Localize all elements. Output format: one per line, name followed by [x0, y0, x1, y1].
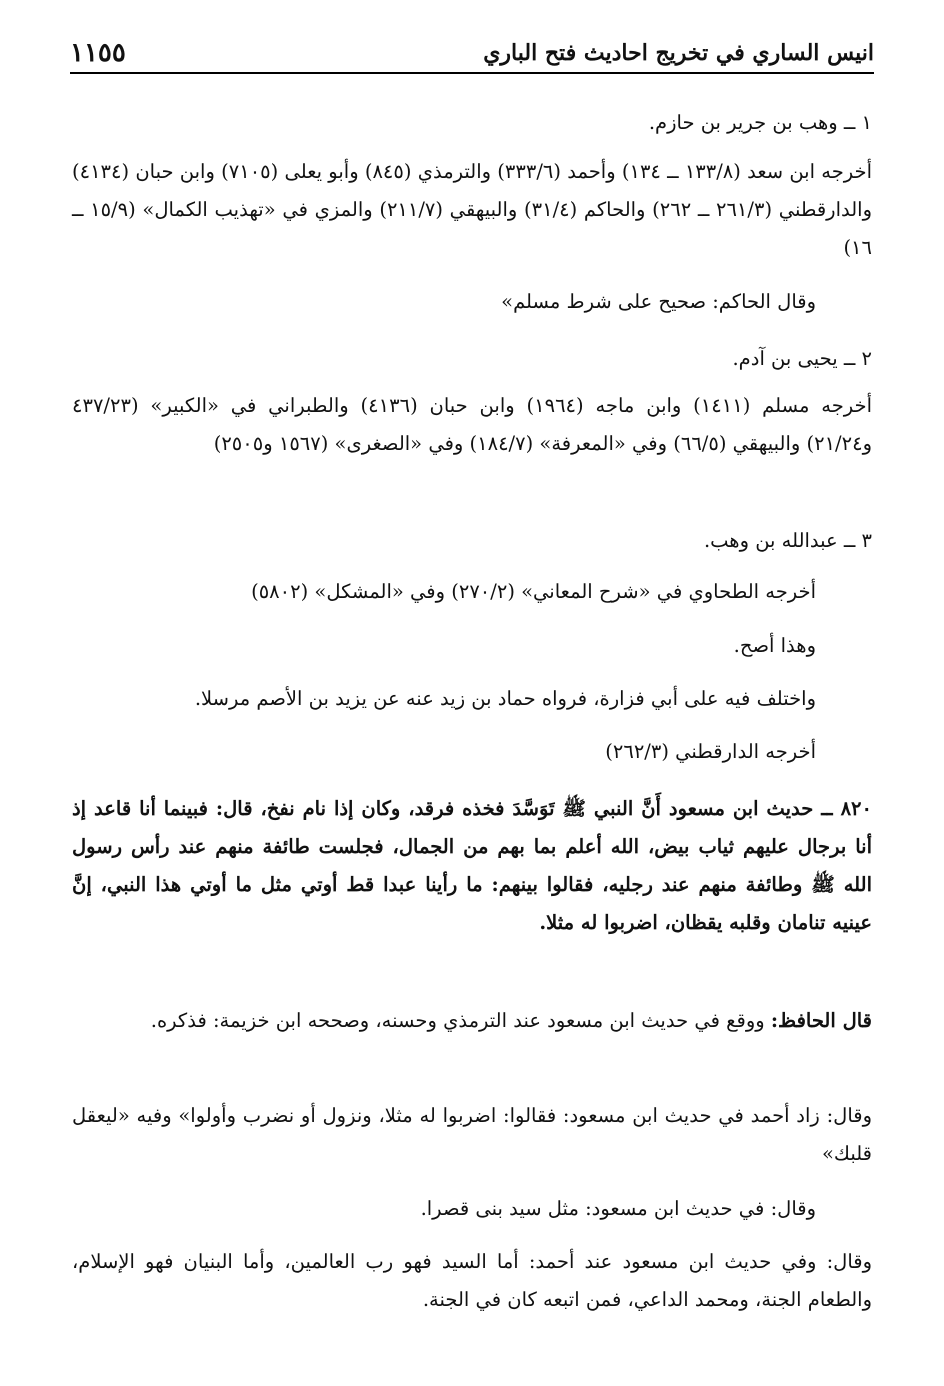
comment-explanation: وقال: وفي حديث ابن مسعود عند أحمد: أما السيد فهو رب العالمين، وأما البنيان فهو الإسلام، والطعام الجنة، ومحمد الداعي، فمن اتبعه كان في الجنة. — [72, 1250, 872, 1311]
item-1-hakim-note: وقال الحاكم: صحيح على شرط مسلم» — [501, 290, 816, 313]
page-header — [70, 38, 874, 72]
item-3-heading: ٣ ــ عبدالله بن وهب. — [703, 529, 872, 552]
page-number: ١١٥٥ — [70, 38, 126, 68]
item-3-takhrij: أخرجه الطحاوي في «شرح المعاني» (٢٧٠/٢) وفي «المشكل» (٥٨٠٢) — [251, 580, 816, 603]
comment-sayyid: وقال: في حديث ابن مسعود: مثل سيد بنى قصرا. — [420, 1197, 816, 1220]
hadith-820: ٨٢٠ ــ حديث ابن مسعود أَنَّ النبي ﷺ تَوَسَّدَ فخذه فرقد، وكان إذا نام نفخ، قال: فبينما أنا قاعد إذ أنا برجال عليهم ثياب بيض، الله أعلم بما بهم من الجمال، فجلست طائفة منهم عند رأس رسول الله ﷺ وطائفة منهم عند رجليه، فقالوا بينهم: ما رأينا عبدا قط أوتي مثل ما أوتي هذا النبي، إنَّ عينيه تنامان وقلبه يقظان، اضربوا له مثلا. — [72, 797, 872, 934]
hafiz-comment — [72, 1002, 872, 1040]
hafiz-label: قال الحافظ: — [770, 1009, 872, 1032]
item-2-heading: ٢ ــ يحيى بن آدم. — [732, 347, 872, 370]
item-3-ikhtilaf: واختلف فيه على أبي فزارة، فرواه حماد بن زيد عنه عن يزيد بن الأصم مرسلا. — [194, 687, 816, 710]
item-2-takhrij: أخرجه مسلم (١٤١١) وابن ماجه (١٩٦٤) وابن حبان (٤١٣٦) والطبراني في «الكبير» (٤٣٧/٢٣ و٢١/٢٤) والبيهقي (٦٦/٥) وفي «المعرفة» (١٨٤/٧) وفي «الصغرى» (١٥٦٧ و٢٥٠٥) — [72, 394, 872, 455]
item-1-takhrij: أخرجه ابن سعد (١٣٣/٨ ــ ١٣٤) وأحمد (٣٣٣/٦) والترمذي (٨٤٥) وأبو يعلى (٧١٠٥) وابن حبان (٤١٣٤) والدارقطني (٢٦١/٣ ــ ٢٦٢) والحاكم (٣١/٤) والبيهقي (٢١١/٧) والمزي في «تهذيب الكمال» (١٥/٩ ــ ١٦) — [72, 160, 873, 259]
item-3-daraqutni: أخرجه الدارقطني (٢٦٢/٣) — [605, 740, 816, 763]
hafiz-text: ووقع في حديث ابن مسعود عند الترمذي وحسنه، وصححه ابن خزيمة: فذكره. — [150, 1009, 771, 1032]
item-1-heading: ١ ــ وهب بن جرير بن حازم. — [648, 111, 872, 134]
header-rule — [70, 72, 874, 74]
running-title: انيس الساري في تخريج احاديث فتح الباري — [483, 40, 874, 66]
comment-ahmad-addition: وقال: زاد أحمد في حديث ابن مسعود: فقالوا: اضربوا له مثلا، ونزول أو نضرب وأولوا» وفيه «ليعقل قلبك» — [72, 1104, 872, 1165]
item-3-note: وهذا أصح. — [733, 634, 816, 657]
